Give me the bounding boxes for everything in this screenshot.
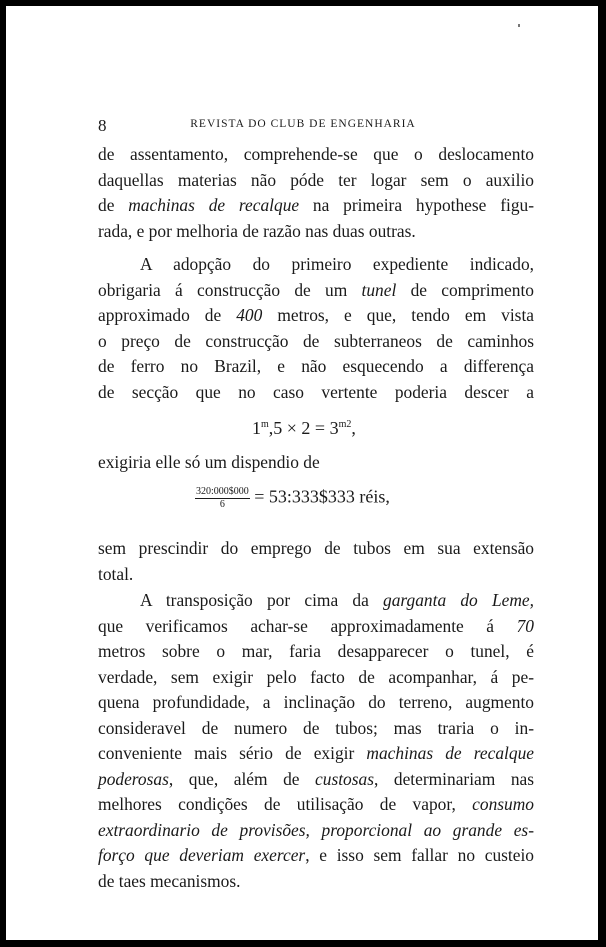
italic-text: tunel [361, 279, 397, 300]
text-line: sem prescindir do emprego de tubos em sua extensão [98, 538, 534, 558]
running-title: REVISTA DO CLUB DE ENGENHARIA [190, 118, 416, 130]
formula-term: , [351, 418, 356, 438]
formula-division [195, 486, 390, 511]
italic-text: custosas [315, 768, 374, 789]
text-line: de taes mecanismos. [98, 870, 241, 891]
italic-text: forço que deveriam exercer [98, 845, 306, 865]
formula-term: ,5 × 2 = 3 [268, 418, 339, 438]
formula-result: = 53:333$333 réis, [249, 486, 390, 507]
text-line: de secção que no caso vertente poderia descer a [98, 381, 534, 402]
italic-text: consumo [472, 794, 534, 814]
fraction-denominator: 6 [219, 499, 225, 510]
formula-sup: m2 [338, 419, 352, 430]
italic-text: extraordinario de provisões, proporcional ao grande es- [98, 819, 534, 840]
text-line: quena profundidade, a inclinação do terreno, augmento [98, 692, 534, 712]
running-header [98, 116, 508, 136]
italic-text: poderosas [98, 768, 169, 789]
text-line: que verificamos achar-se approximadamente á 70 [98, 615, 534, 636]
text-line: A transposição por cima da garganta do Leme, [140, 590, 534, 610]
fraction-numerator: 320:000$000 [196, 486, 249, 497]
text-line: de ferro no Brazil, e não esquecendo a differença [98, 356, 534, 376]
text-line: A adopção do primeiro expediente indicado, [140, 254, 534, 274]
text-line: poderosas, que, além de custosas, determinariam nas [98, 768, 535, 789]
text-line: verdade, sem exigir pelo facto de acompanhar, á pe- [98, 666, 534, 687]
italic-text: garganta do Leme, [383, 590, 534, 610]
text-line: total. [98, 563, 134, 584]
text-line: o preço de construcção de subterraneos de caminhos [98, 330, 534, 351]
text-line: conveniente mais sério de exigir machinas de recalque [98, 743, 534, 763]
line-exigiria [98, 450, 320, 476]
formula-area [252, 418, 356, 439]
formula-term: 1 [252, 418, 261, 438]
text-line: de assentamento, comprehende-se que o deslocamento [98, 144, 534, 164]
book-page [6, 6, 598, 940]
paragraph-3 [98, 536, 534, 587]
text-line: obrigaria á construcção de um tunel de comprimento [98, 279, 534, 300]
text-line: approximado de 400 metros, e que, tendo em vista [98, 305, 535, 325]
italic-text: 70 [516, 615, 534, 636]
paragraph-4 [98, 588, 534, 894]
page-number: 8 [98, 116, 107, 135]
text-line [98, 818, 534, 844]
formula-sup: m [261, 419, 269, 430]
italic-text: 400 [236, 305, 263, 325]
text-line: metros sobre o mar, faria desapparecer o tunel, é [98, 641, 534, 661]
text-line: exigiria elle só um dispendio de [98, 452, 320, 472]
paragraph-1 [98, 142, 534, 244]
italic-text: machinas de recalque [366, 743, 534, 763]
scan-speck [518, 24, 520, 27]
italic-text: machinas de recalque [128, 195, 300, 215]
paragraph-2 [98, 252, 534, 405]
text-line: rada, e por melhoria de razão nas duas outras. [98, 220, 416, 241]
text-line: de machinas de recalque na primeira hypothese figu- [98, 195, 535, 215]
text-line: consideravel de numero de tubos; mas traria o in- [98, 717, 534, 738]
text-line: melhores condições de utilisação de vapor, consumo [98, 794, 534, 814]
fraction [195, 486, 250, 511]
text-line: daquellas materias não póde ter logar sem o auxilio [98, 169, 534, 190]
text-line: forço que deveriam exercer, e isso sem fallar no custeio [98, 845, 534, 865]
